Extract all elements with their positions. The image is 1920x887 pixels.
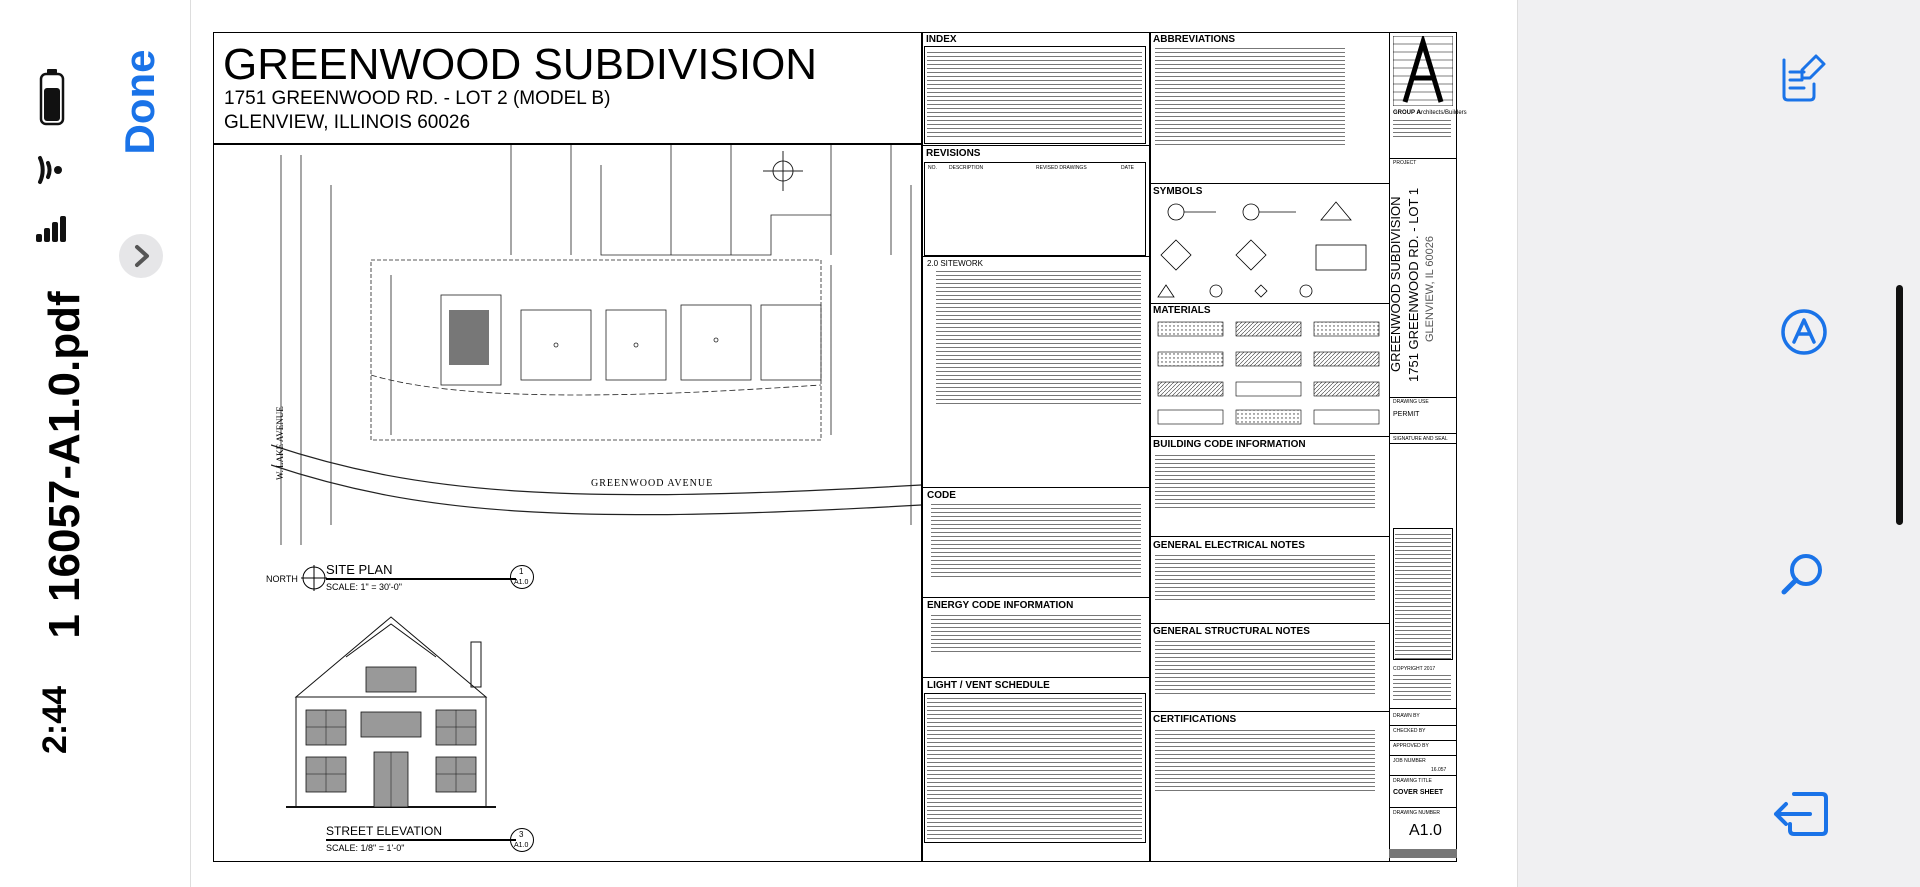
- revisions-col: DESCRIPTION: [949, 165, 984, 171]
- north-arrow-icon: [299, 563, 329, 593]
- divider: [1149, 623, 1389, 624]
- elevation-title: STREET ELEVATION: [326, 824, 443, 838]
- done-button[interactable]: Done: [116, 49, 163, 155]
- sitework-header: 2.0 SITEWORK: [927, 259, 984, 268]
- site-plan-sheet: A1.0: [514, 579, 529, 586]
- status-nav-bar: [0, 0, 190, 887]
- checked-by-label: CHECKED BY: [1393, 728, 1426, 734]
- divider: [1389, 158, 1457, 159]
- document-filename: 1 16057-A1.0.pdf: [40, 291, 89, 639]
- divider: [326, 578, 516, 580]
- divider: [921, 597, 1149, 598]
- divider: [1149, 32, 1151, 862]
- divider: [921, 677, 1149, 678]
- certifications-notes: [1155, 730, 1375, 794]
- structural-notes: [1155, 641, 1375, 697]
- share-exit-button[interactable]: [1770, 784, 1830, 844]
- vertical-title: GREENWOOD SUBDIVISION: [1388, 196, 1403, 372]
- materials-header: MATERIALS: [1153, 305, 1211, 316]
- drawn-by-label: DRAWN BY: [1393, 713, 1420, 719]
- issue-rows: [1395, 534, 1451, 662]
- abbreviations-header: ABBREVIATIONS: [1153, 34, 1236, 45]
- divider: [1389, 443, 1457, 444]
- divider: [1389, 755, 1457, 756]
- drawing-use: PERMIT: [1393, 411, 1420, 418]
- symbols-header: SYMBOLS: [1153, 186, 1203, 197]
- wifi-icon: [34, 150, 74, 190]
- code-header: CODE: [927, 490, 956, 501]
- page-scrollbar[interactable]: [1896, 285, 1903, 525]
- building-code-notes: [1155, 455, 1375, 511]
- divider: [921, 487, 1149, 488]
- street-label: GREENWOOD AVENUE: [591, 478, 714, 489]
- divider: [1389, 740, 1457, 741]
- site-plan-title: SITE PLAN: [326, 562, 393, 577]
- divider: [1149, 711, 1389, 712]
- divider: [1389, 775, 1457, 776]
- energy-notes: [931, 615, 1141, 655]
- project-title: GREENWOOD SUBDIVISION: [223, 40, 818, 89]
- electrical-header: GENERAL ELECTRICAL NOTES: [1153, 540, 1305, 551]
- revisions-col: NO.: [928, 165, 937, 171]
- divider: [1389, 708, 1457, 709]
- drawing-title: COVER SHEET: [1393, 789, 1444, 796]
- revisions-header: REVISIONS: [926, 148, 981, 159]
- drawing-title-label: DRAWING TITLE: [1393, 778, 1432, 784]
- approved-by-label: APPROVED BY: [1393, 743, 1429, 749]
- abbreviations-list: [1155, 48, 1345, 148]
- status-time: 2:44: [36, 685, 74, 755]
- markup-toolbar: [1750, 0, 1920, 887]
- elevation-scale: SCALE: 1/8" = 1'-0": [326, 843, 405, 853]
- energy-header: ENERGY CODE INFORMATION: [927, 600, 1074, 611]
- index-rows: [927, 52, 1142, 140]
- copyright: COPYRIGHT 2017: [1393, 666, 1436, 672]
- markup-icon: [1774, 48, 1834, 108]
- divider: [1389, 433, 1457, 434]
- divider: [1149, 436, 1389, 437]
- sign-icon: [1774, 302, 1834, 362]
- light-vent-rows: [927, 698, 1142, 842]
- divider: [326, 839, 516, 841]
- drawing-sheet: [190, 0, 1518, 887]
- divider: [921, 145, 1149, 146]
- sheet-bar: [1389, 849, 1457, 858]
- divider: [1149, 536, 1389, 537]
- copyright-notice: [1393, 675, 1451, 703]
- elevation-sheet: A1.0: [514, 842, 529, 849]
- light-vent-header: LIGHT / VENT SCHEDULE: [927, 680, 1050, 691]
- materials-legend: [1156, 320, 1381, 430]
- firm-subtitle: Architects/Builders: [1417, 110, 1467, 116]
- lake-avenue-label: W. LAKE AVENUE: [275, 406, 285, 480]
- elevation-number: 3: [519, 830, 524, 839]
- drawing-use-label: DRAWING USE: [1393, 399, 1429, 405]
- job-number: 16.057: [1431, 767, 1447, 773]
- north-label: NORTH: [266, 574, 298, 584]
- chevron-right-icon: [119, 234, 163, 278]
- symbols-legend: [1156, 200, 1381, 300]
- divider: [921, 256, 1149, 257]
- project-address: 1751 GREENWOOD RD. - LOT 2 (MODEL B): [224, 88, 611, 109]
- search-icon: [1774, 544, 1834, 604]
- divider: [1389, 807, 1457, 808]
- revisions-table: [924, 162, 1146, 256]
- share-exit-icon: [1770, 784, 1834, 844]
- divider: [1389, 397, 1457, 398]
- code-notes: [931, 504, 1141, 580]
- street-elevation-drawing: [286, 612, 496, 817]
- sitework-notes: [936, 271, 1141, 407]
- building-code-header: BUILDING CODE INFORMATION: [1153, 439, 1306, 450]
- divider: [921, 32, 923, 862]
- revisions-col: REVISED DRAWINGS: [1036, 165, 1087, 171]
- drawing-number-label: DRAWING NUMBER: [1393, 810, 1441, 816]
- markup-button[interactable]: [1774, 48, 1834, 108]
- divider: [1149, 303, 1389, 304]
- vertical-address: 1751 GREENWOOD RD. - LOT 1: [1406, 187, 1421, 382]
- index-header: INDEX: [926, 34, 957, 45]
- structural-header: GENERAL STRUCTURAL NOTES: [1153, 626, 1310, 637]
- project-city: GLENVIEW, ILLINOIS 60026: [224, 112, 471, 133]
- search-button[interactable]: [1774, 544, 1834, 604]
- divider: [1149, 183, 1389, 184]
- site-plan-drawing: [271, 145, 921, 565]
- battery-icon: [38, 68, 66, 128]
- electrical-notes: [1155, 555, 1375, 603]
- sign-button[interactable]: [1774, 302, 1834, 362]
- job-number-label: JOB NUMBER: [1393, 758, 1426, 764]
- certifications-header: CERTIFICATIONS: [1153, 714, 1237, 725]
- signature-label: SIGNATURE AND SEAL: [1393, 436, 1448, 442]
- site-plan-scale: SCALE: 1" = 30'-0": [326, 582, 402, 592]
- group-a-logo: [1393, 36, 1453, 106]
- revisions-col: DATE: [1121, 165, 1134, 171]
- drawing-number: A1.0: [1409, 822, 1442, 839]
- firm-name: GROUP A: [1393, 110, 1421, 116]
- vertical-city: GLENVIEW, IL 60026: [1424, 236, 1436, 342]
- project-label: PROJECT: [1393, 160, 1417, 166]
- site-plan-number: 1: [519, 567, 524, 576]
- firm-address: [1393, 120, 1451, 140]
- expand-button[interactable]: [119, 234, 163, 278]
- title-block: [1389, 32, 1457, 862]
- divider: [1389, 725, 1457, 726]
